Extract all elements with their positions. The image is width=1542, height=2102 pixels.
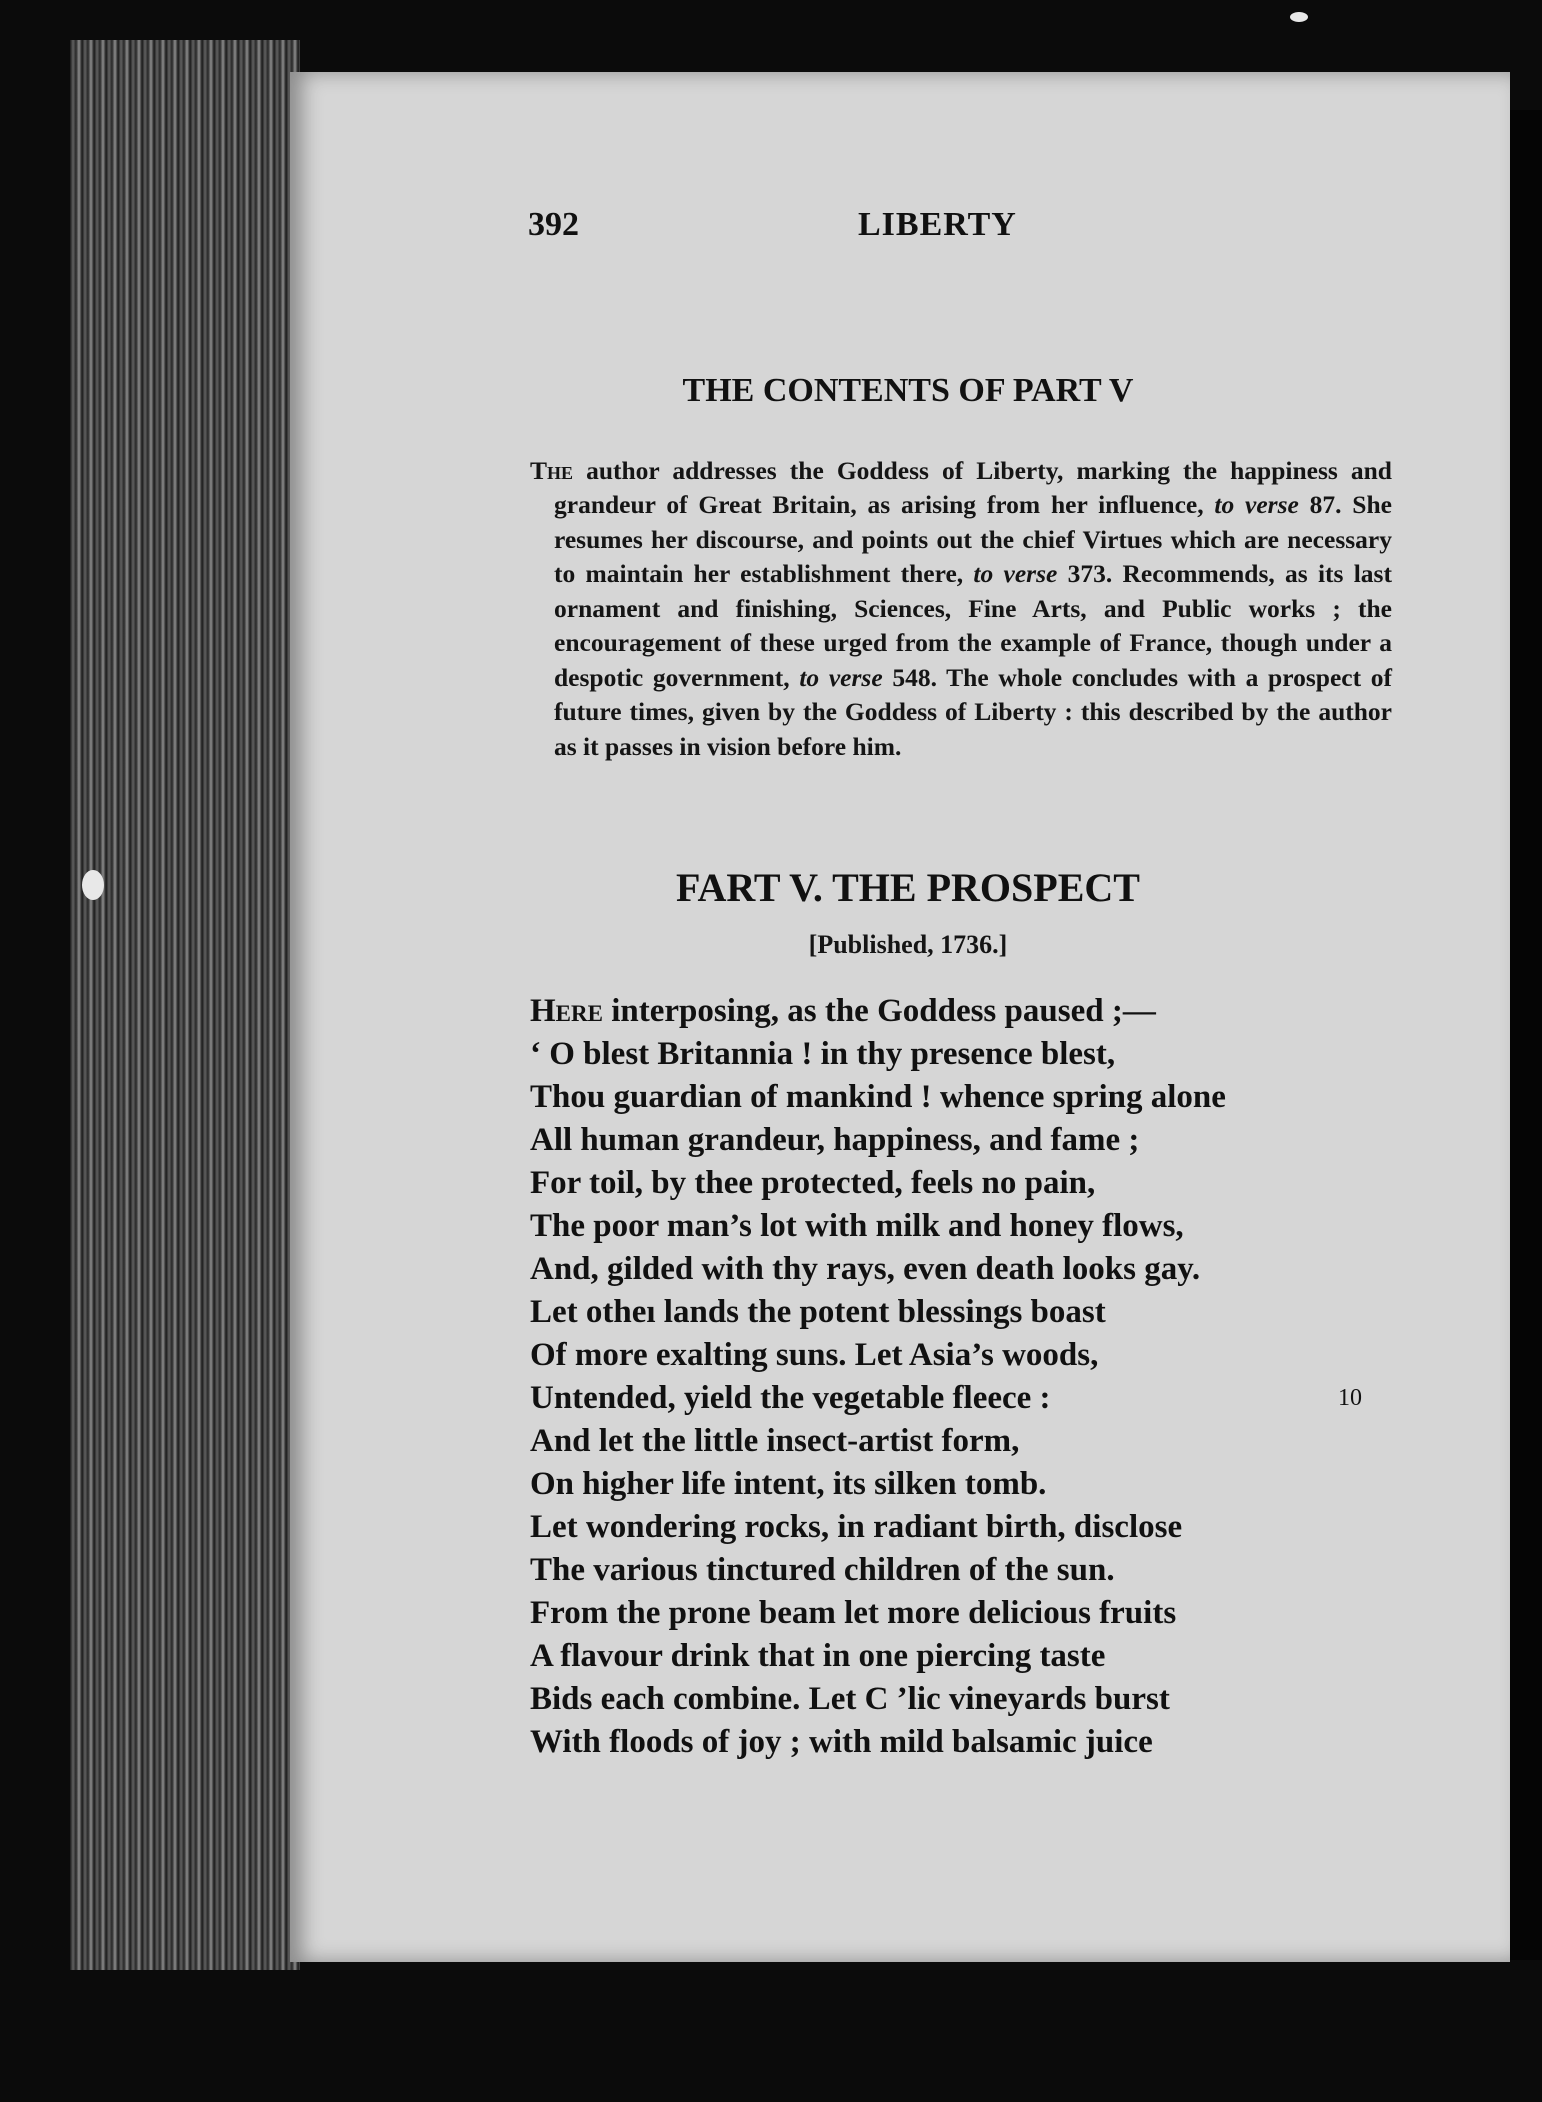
poem-line: From the prone beam let more delicious fruits — [530, 1595, 1177, 1631]
contents-text-1: author addresses the Goddess of Liberty, marking the happiness and grandeur of Great Britain, as arising from her influence, — [554, 455, 1392, 519]
contents-heading: THE CONTENTS OF PART V — [682, 372, 1134, 409]
poem-line-10-text: Untended, yield the vegetable fleece : — [530, 1380, 1051, 1416]
part-heading: FART V. THE PROSPECT — [676, 865, 1140, 910]
poem-line: Of more exalting suns. Let Asia’s woods, — [530, 1337, 1099, 1373]
poem-line: The various tinctured children of the sun. — [530, 1552, 1115, 1588]
page-number: 392 — [528, 206, 579, 243]
line-number: 10 — [1338, 1385, 1362, 1411]
poem-line: Bids each combine. Let C ’lic vineyards burst — [530, 1681, 1170, 1717]
contents-text-3: 373. Recommends, as its last ornament and finishing, Sciences, Fine Arts, and Public works ; the encouragement of these urged from the example of France, though under a despotic government, — [554, 559, 1392, 692]
poem-text — [530, 990, 1390, 1764]
poem-line-10 — [530, 1377, 1390, 1420]
poem-line: For toil, by thee protected, feels no pain, — [530, 1165, 1096, 1201]
contents-lead-word: The — [530, 455, 574, 485]
poem-line: The poor man’s lot with milk and honey flows, — [530, 1208, 1184, 1244]
verse-ref-1: to verse — [1214, 490, 1299, 519]
poem-line: Let otheı lands the potent blessings boast — [530, 1294, 1106, 1330]
scan-speck — [82, 870, 104, 900]
poem-line: Thou guardian of mankind ! whence spring alone — [530, 1079, 1226, 1115]
poem-line: All human grandeur, happiness, and fame ; — [530, 1122, 1140, 1158]
poem-line: With floods of joy ; with mild balsamic juice — [530, 1724, 1153, 1760]
poem-first-word: Here — [530, 993, 603, 1029]
verse-ref-3: to verse — [799, 662, 883, 692]
running-title: LIBERTY — [858, 206, 1017, 243]
contents-summary — [530, 454, 1392, 765]
publication-note: [Published, 1736.] — [808, 930, 1008, 959]
poem-line — [530, 990, 1390, 1033]
poem-line: A flavour drink that in one piercing taste — [530, 1638, 1106, 1674]
contents-text-4: 548. The whole concludes with a prospect of future times, given by the Goddess of Liberty : this described by the author as it passes in vision before him. — [554, 662, 1392, 761]
poem-line: And, gilded with thy rays, even death looks gay. — [530, 1251, 1201, 1287]
verse-ref-2: to verse — [973, 559, 1058, 588]
book-gutter-shadow — [1510, 110, 1542, 1960]
poem-line: On higher life intent, its silken tomb. — [530, 1466, 1047, 1502]
running-header — [528, 206, 1048, 246]
contents-text-2: 87. She resumes her discourse, and points out the chief Virtues which are necessary to maintain her establishment there, — [554, 490, 1392, 588]
poem-line: And let the little insect-artist form, — [530, 1423, 1020, 1459]
poem-line: Let wondering rocks, in radiant birth, disclose — [530, 1509, 1183, 1545]
book-page-edges — [70, 40, 300, 1970]
poem-line: ‘ O blest Britannia ! in thy presence blest, — [530, 1036, 1116, 1072]
scan-speck — [1290, 12, 1308, 22]
poem-line-1-rest: interposing, as the Goddess paused ;— — [602, 993, 1156, 1029]
